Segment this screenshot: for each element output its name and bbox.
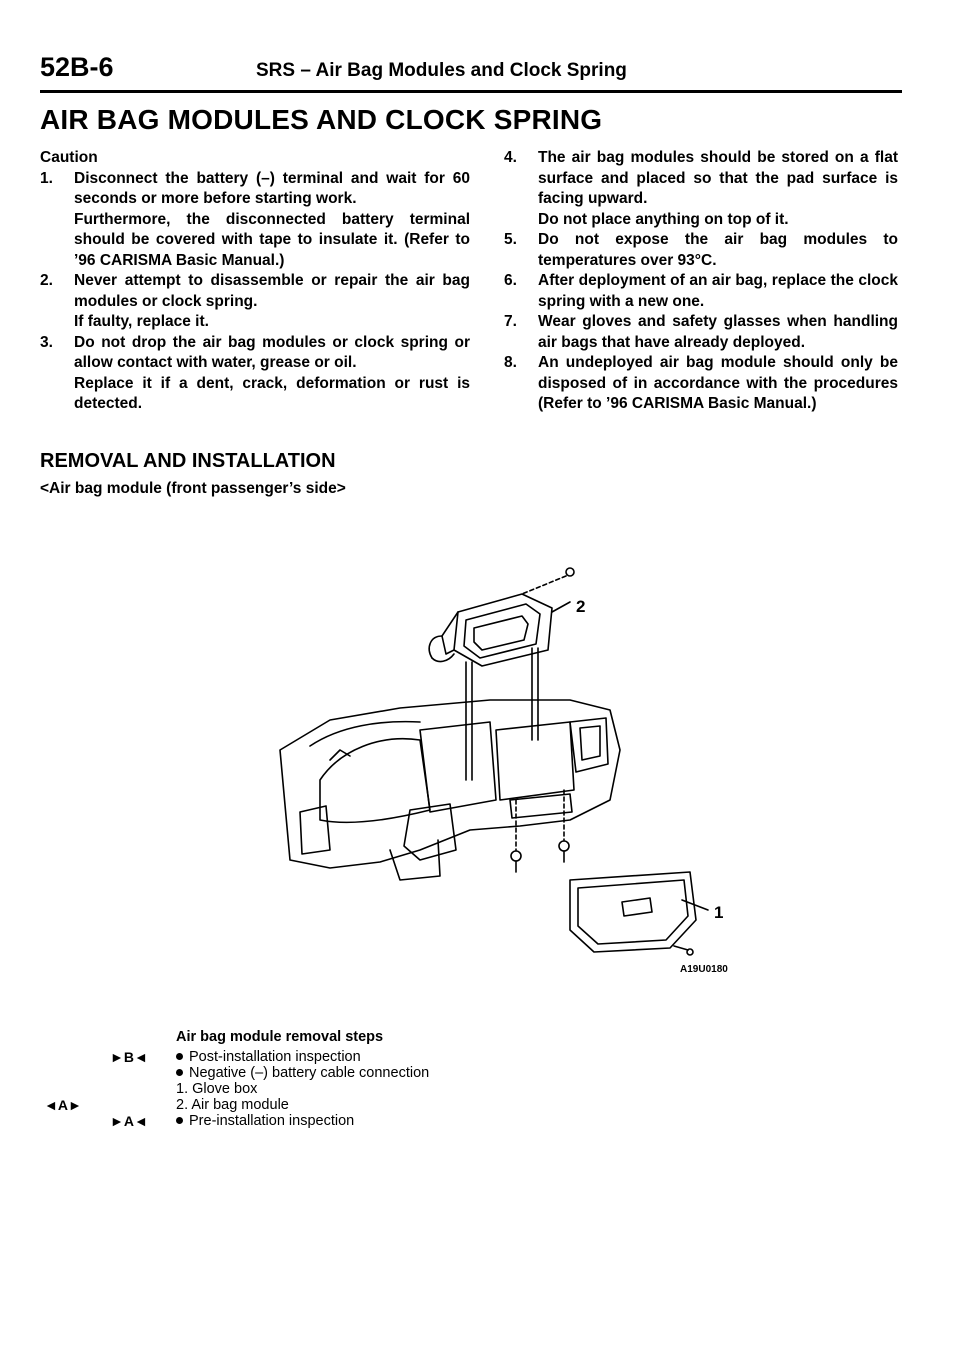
airbag-module-drawing [429, 568, 574, 666]
caution-item-text: After deployment of an air bag, replace the clock spring with a new one. [538, 272, 898, 310]
caution-item-number: 2. [40, 272, 53, 289]
step-right-mark: ►A◄ [110, 1113, 148, 1129]
caution-item-extra: Replace it if a dent, crack, deformation or rust is detected. [74, 374, 470, 412]
removal-steps-title: Air bag module removal steps [176, 1029, 384, 1045]
caution-column-right [504, 148, 898, 415]
caution-item-number: 3. [40, 333, 53, 351]
caution-item-number: 7. [504, 313, 517, 330]
caution-item-extra: Furthermore, the disconnected battery terminal should be covered with tape to insulate it. (Refer to ’96 CARISMA Basic Manual.) [74, 210, 470, 269]
caution-label: Caution [40, 149, 98, 166]
caution-item-1 [40, 169, 470, 272]
caution-item-text: Never attempt to disassemble or repair the air bag modules or clock spring. [74, 272, 470, 310]
step-row [40, 1098, 640, 1114]
caution-item-text: Do not expose the air bag modules to temperatures over 93°C. [538, 231, 898, 269]
step-label: 2. Air bag module [176, 1097, 289, 1113]
step-left-mark: ◄A► [44, 1097, 82, 1113]
caution-item-number: 5. [504, 231, 517, 248]
caution-item-2 [40, 271, 470, 333]
removal-subheading: <Air bag module (front passenger’s side> [40, 480, 346, 497]
caution-item-number: 1. [40, 169, 53, 187]
bolt-icon [511, 841, 569, 872]
caution-item-text: Disconnect the battery (–) terminal and wait for 60 seconds or more before starting work. [74, 169, 470, 207]
step-label: 1. Glove box [176, 1081, 258, 1097]
instrument-panel-drawing [280, 700, 620, 880]
header-rule [40, 90, 902, 93]
caution-item-text: Wear gloves and safety glasses when handling air bags that have already deployed. [538, 313, 898, 351]
caution-item-extra: If faulty, replace it. [74, 313, 209, 330]
caution-item-number: 4. [504, 149, 517, 166]
step-label: Post-installation inspection [189, 1049, 361, 1065]
step-row [40, 1082, 640, 1098]
step-item [176, 1082, 257, 1098]
step-row [40, 1114, 640, 1130]
dashboard-airbag-illustration [270, 550, 750, 980]
step-row [40, 1066, 640, 1082]
section-title: AIR BAG MODULES AND CLOCK SPRING [40, 104, 603, 135]
page-number: 52B-6 [40, 52, 114, 82]
step-item [176, 1098, 289, 1114]
glove-box-drawing [570, 872, 696, 955]
step-item [176, 1066, 429, 1082]
step-label: Negative (–) battery cable connection [189, 1065, 430, 1081]
running-title: SRS – Air Bag Modules and Clock Spring [256, 60, 627, 81]
caution-item-8 [504, 353, 898, 415]
page-header [0, 0, 960, 100]
step-label: Pre-installation inspection [189, 1113, 355, 1129]
step-right-mark: ►B◄ [110, 1049, 148, 1065]
bullet-icon [176, 1117, 183, 1124]
caution-column-left [40, 148, 470, 415]
caution-item-text: Do not drop the air bag modules or clock spring or allow contact with water, grease or oil. [74, 333, 470, 371]
step-item [176, 1050, 361, 1066]
callout-1: 1 [714, 903, 724, 922]
caution-item-4 [504, 148, 898, 230]
step-row [40, 1050, 640, 1066]
bullet-icon [176, 1069, 183, 1076]
caution-item-number: 6. [504, 272, 517, 289]
step-item [176, 1114, 354, 1130]
caution-item-text: The air bag modules should be stored on a flat surface and placed so that the pad surface is facing upward. [538, 149, 898, 207]
callout-leader-2 [552, 602, 570, 612]
caution-item-3 [40, 333, 470, 415]
caution-item-6 [504, 271, 898, 312]
removal-heading: REMOVAL AND INSTALLATION [40, 450, 336, 472]
callout-2: 2 [576, 597, 586, 616]
caution-item-extra: Do not place anything on top of it. [538, 210, 789, 228]
figure-code: A19U0180 [680, 964, 728, 975]
mounting-guide-lines [466, 648, 564, 850]
caution-item-7 [504, 312, 898, 353]
caution-item-number: 8. [504, 354, 517, 371]
caution-item-5 [504, 230, 898, 271]
caution-item-text: An undeployed air bag module should only be disposed of in accordance with the procedures (Refer to ’96 CARISMA Basic Manual.) [538, 354, 898, 412]
bullet-icon [176, 1053, 183, 1060]
